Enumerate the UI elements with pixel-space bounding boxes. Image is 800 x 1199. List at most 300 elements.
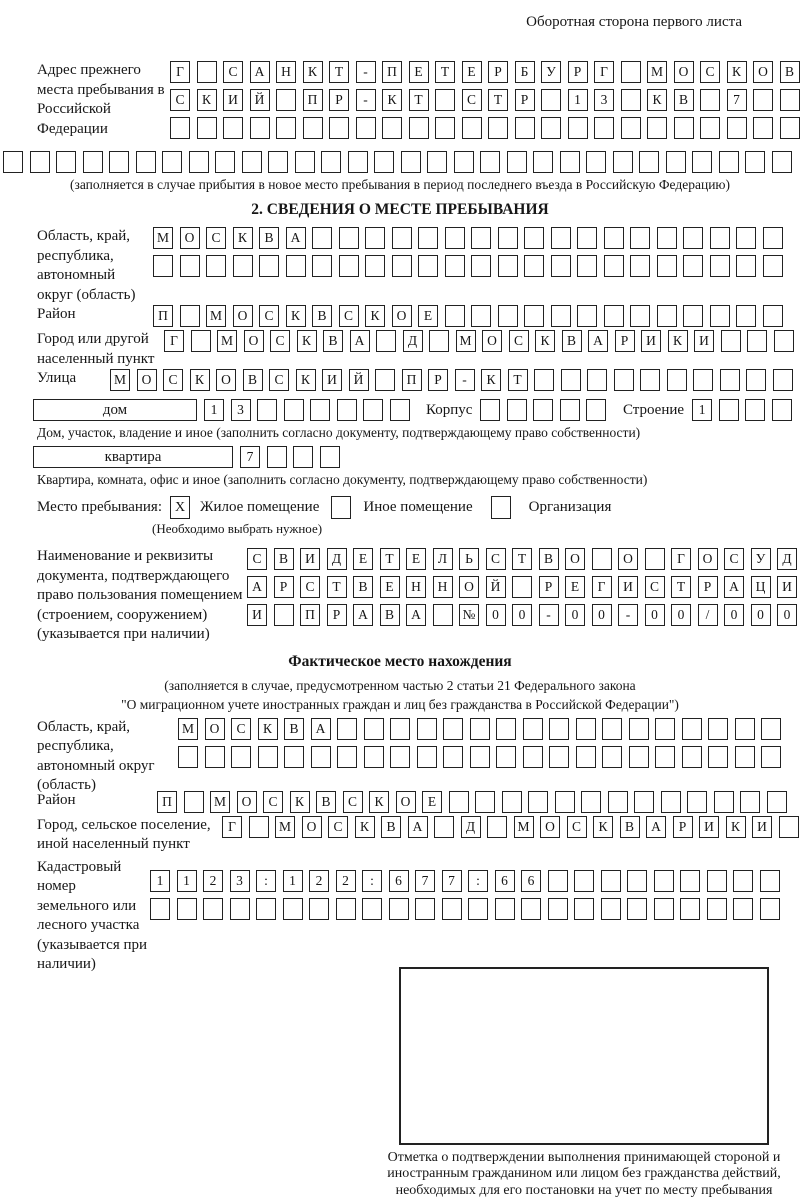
char-cell: : bbox=[362, 870, 382, 892]
char-cell bbox=[548, 870, 568, 892]
char-cell bbox=[551, 227, 571, 249]
char-cell: Н bbox=[433, 576, 453, 598]
char-cell: С bbox=[269, 369, 289, 391]
char-cell: 6 bbox=[521, 870, 541, 892]
char-cell: О bbox=[237, 791, 257, 813]
char-cell bbox=[630, 305, 650, 327]
char-cell bbox=[574, 898, 594, 920]
char-cell bbox=[276, 117, 296, 139]
char-cell bbox=[471, 255, 491, 277]
char-cell bbox=[310, 399, 330, 421]
char-cell: О bbox=[244, 330, 264, 352]
char-cell: М bbox=[275, 816, 295, 838]
char-cell bbox=[746, 369, 766, 391]
char-cell bbox=[639, 151, 659, 173]
char-cell: А bbox=[353, 604, 373, 626]
char-cell: В bbox=[380, 604, 400, 626]
char-cell: М bbox=[206, 305, 226, 327]
char-cell bbox=[177, 898, 197, 920]
char-cell: К bbox=[296, 369, 316, 391]
char-cell: Г bbox=[592, 576, 612, 598]
char-cell bbox=[674, 117, 694, 139]
char-cell bbox=[657, 227, 677, 249]
char-cell bbox=[710, 227, 730, 249]
char-cell bbox=[548, 898, 568, 920]
char-cell: 2 bbox=[336, 870, 356, 892]
dwelling-option-label: Жилое помещение bbox=[200, 499, 319, 516]
char-cell bbox=[577, 255, 597, 277]
char-cell bbox=[524, 255, 544, 277]
char-cell: 0 bbox=[486, 604, 506, 626]
choose-note: (Необходимо выбрать нужное) bbox=[152, 521, 800, 537]
char-cell: М bbox=[110, 369, 130, 391]
stay-type-row bbox=[37, 496, 800, 519]
char-cell bbox=[471, 227, 491, 249]
char-cell bbox=[409, 117, 429, 139]
char-cell bbox=[471, 305, 491, 327]
char-cell: / bbox=[698, 604, 718, 626]
cadastral-grid-row-2 bbox=[150, 898, 786, 920]
char-cell bbox=[488, 117, 508, 139]
char-cell: № bbox=[459, 604, 479, 626]
char-cell bbox=[427, 151, 447, 173]
char-cell bbox=[487, 816, 507, 838]
actual-location-caption-2: "О миграционном учете иностранных граждан и лиц без гражданства в Российской Федерации") bbox=[0, 697, 800, 713]
char-cell: К bbox=[355, 816, 375, 838]
char-cell bbox=[523, 718, 543, 740]
char-cell: Т bbox=[409, 89, 429, 111]
char-cell bbox=[560, 151, 580, 173]
char-cell bbox=[470, 746, 490, 768]
char-cell bbox=[337, 399, 357, 421]
char-cell: С bbox=[247, 548, 267, 570]
char-cell bbox=[480, 151, 500, 173]
char-cell: С bbox=[170, 89, 190, 111]
char-cell: И bbox=[694, 330, 714, 352]
char-cell: Е bbox=[565, 576, 585, 598]
char-cell bbox=[560, 399, 580, 421]
char-cell: И bbox=[247, 604, 267, 626]
char-cell bbox=[337, 746, 357, 768]
char-cell bbox=[389, 898, 409, 920]
char-cell bbox=[627, 898, 647, 920]
char-cell bbox=[268, 151, 288, 173]
char-cell bbox=[577, 305, 597, 327]
char-cell: А bbox=[250, 61, 270, 83]
char-cell bbox=[602, 746, 622, 768]
char-cell: М bbox=[217, 330, 237, 352]
char-cell bbox=[321, 151, 341, 173]
char-cell bbox=[528, 791, 548, 813]
char-cell: К bbox=[197, 89, 217, 111]
char-cell: Г bbox=[222, 816, 242, 838]
section2-title: 2. СВЕДЕНИЯ О МЕСТЕ ПРЕБЫВАНИЯ bbox=[0, 201, 800, 219]
char-cell: С bbox=[486, 548, 506, 570]
char-cell: М bbox=[210, 791, 230, 813]
char-cell: Р bbox=[274, 576, 294, 598]
region-label: Область, край, республика, автономный округ (область) bbox=[37, 227, 153, 305]
char-cell bbox=[356, 117, 376, 139]
char-cell bbox=[667, 369, 687, 391]
char-cell bbox=[568, 117, 588, 139]
actual-district-label: Район bbox=[37, 791, 157, 811]
document-grid-row-3 bbox=[247, 604, 800, 626]
char-cell: - bbox=[356, 61, 376, 83]
char-cell: В bbox=[381, 816, 401, 838]
char-cell bbox=[549, 746, 569, 768]
char-cell: С bbox=[509, 330, 529, 352]
char-cell bbox=[719, 399, 739, 421]
char-cell bbox=[336, 898, 356, 920]
char-cell: 7 bbox=[240, 446, 260, 468]
char-cell: П bbox=[303, 89, 323, 111]
char-cell: 1 bbox=[568, 89, 588, 111]
char-cell: С bbox=[263, 791, 283, 813]
char-cell: 1 bbox=[177, 870, 197, 892]
char-cell: М bbox=[178, 718, 198, 740]
char-cell bbox=[496, 746, 516, 768]
char-cell: О bbox=[565, 548, 585, 570]
prev-address-caption: (заполняется в случае прибытия в новое место пребывания в период последнего въезда в Российскую Федерацию) bbox=[0, 177, 800, 193]
char-cell bbox=[683, 255, 703, 277]
char-cell bbox=[753, 117, 773, 139]
header-note: Оборотная сторона первого листа bbox=[0, 0, 800, 31]
char-cell bbox=[630, 227, 650, 249]
actual-region-grid bbox=[178, 718, 788, 774]
prev-address-label: Адрес прежнего места пребывания в Российской Федерации bbox=[37, 61, 170, 139]
char-cell: В bbox=[539, 548, 559, 570]
char-cell: Й bbox=[486, 576, 506, 598]
char-cell: К bbox=[303, 61, 323, 83]
cadastral-row bbox=[37, 858, 800, 975]
char-cell bbox=[365, 255, 385, 277]
char-cell: С bbox=[259, 305, 279, 327]
stay-type-label: Место пребывания: bbox=[37, 499, 162, 516]
char-cell: А bbox=[406, 604, 426, 626]
char-cell bbox=[621, 61, 641, 83]
char-cell: П bbox=[300, 604, 320, 626]
char-cell: Р bbox=[515, 89, 535, 111]
settlement-row bbox=[37, 816, 800, 855]
char-cell bbox=[621, 89, 641, 111]
char-cell: С bbox=[231, 718, 251, 740]
char-cell bbox=[259, 255, 279, 277]
char-cell bbox=[774, 330, 794, 352]
house-box-label: дом bbox=[33, 399, 197, 421]
char-cell: И bbox=[300, 548, 320, 570]
char-cell: О bbox=[233, 305, 253, 327]
char-cell: О bbox=[180, 227, 200, 249]
document-label: Наименование и реквизиты документа, подтверждающего право пользования помещением (строением, сооружением) (указывается при наличии) bbox=[37, 547, 247, 645]
char-cell: В bbox=[274, 548, 294, 570]
char-cell: Н bbox=[276, 61, 296, 83]
char-cell bbox=[258, 746, 278, 768]
char-cell bbox=[683, 227, 703, 249]
char-cell: К bbox=[297, 330, 317, 352]
char-cell: О bbox=[137, 369, 157, 391]
char-cell: И bbox=[777, 576, 797, 598]
char-cell bbox=[445, 305, 465, 327]
char-cell bbox=[747, 330, 767, 352]
char-cell bbox=[592, 548, 612, 570]
char-cell bbox=[779, 816, 799, 838]
char-cell bbox=[197, 61, 217, 83]
char-cell bbox=[608, 791, 628, 813]
char-cell bbox=[627, 870, 647, 892]
char-cell: П bbox=[402, 369, 422, 391]
char-cell bbox=[189, 151, 209, 173]
char-cell bbox=[256, 898, 276, 920]
char-cell: К bbox=[286, 305, 306, 327]
char-cell bbox=[312, 227, 332, 249]
char-cell bbox=[320, 446, 340, 468]
char-cell bbox=[666, 151, 686, 173]
char-cell: - bbox=[455, 369, 475, 391]
char-cell: К bbox=[668, 330, 688, 352]
region-grid-row-1 bbox=[153, 227, 789, 249]
char-cell bbox=[680, 898, 700, 920]
char-cell: Й bbox=[349, 369, 369, 391]
char-cell bbox=[311, 746, 331, 768]
house-caption: Дом, участок, владение и иное (заполнить согласно документу, подтверждающему право собственности) bbox=[37, 425, 800, 441]
char-cell bbox=[745, 399, 765, 421]
char-cell: В bbox=[284, 718, 304, 740]
char-cell: У bbox=[541, 61, 561, 83]
char-cell bbox=[740, 791, 760, 813]
char-cell: Т bbox=[671, 576, 691, 598]
char-cell: К bbox=[727, 61, 747, 83]
char-cell bbox=[772, 151, 792, 173]
char-cell bbox=[180, 255, 200, 277]
char-cell: О bbox=[482, 330, 502, 352]
stamp-area bbox=[378, 967, 790, 1199]
char-cell bbox=[56, 151, 76, 173]
char-cell: М bbox=[153, 227, 173, 249]
char-cell bbox=[551, 255, 571, 277]
char-cell bbox=[442, 898, 462, 920]
char-cell bbox=[433, 604, 453, 626]
char-cell: Т bbox=[380, 548, 400, 570]
char-cell bbox=[629, 746, 649, 768]
prev-address-grid bbox=[170, 61, 800, 145]
char-cell bbox=[602, 718, 622, 740]
char-cell bbox=[445, 255, 465, 277]
char-cell bbox=[462, 117, 482, 139]
char-cell bbox=[735, 746, 755, 768]
char-cell bbox=[309, 898, 329, 920]
other-premises-option-label: Иное помещение bbox=[363, 499, 472, 516]
char-cell: К bbox=[726, 816, 746, 838]
char-cell bbox=[3, 151, 23, 173]
char-cell bbox=[329, 117, 349, 139]
prev-address-grid-row-1 bbox=[170, 61, 800, 83]
char-cell bbox=[760, 898, 780, 920]
char-cell bbox=[434, 816, 454, 838]
char-cell: Т bbox=[327, 576, 347, 598]
char-cell bbox=[767, 791, 787, 813]
char-cell: Р bbox=[539, 576, 559, 598]
char-cell bbox=[524, 227, 544, 249]
char-cell: К bbox=[190, 369, 210, 391]
char-cell: С bbox=[462, 89, 482, 111]
char-cell bbox=[629, 718, 649, 740]
char-cell: - bbox=[356, 89, 376, 111]
char-cell bbox=[392, 255, 412, 277]
char-cell bbox=[390, 746, 410, 768]
char-cell bbox=[523, 746, 543, 768]
street-row bbox=[37, 369, 800, 391]
char-cell: А bbox=[247, 576, 267, 598]
char-cell bbox=[657, 255, 677, 277]
char-cell bbox=[736, 255, 756, 277]
char-cell bbox=[109, 151, 129, 173]
char-cell: С bbox=[724, 548, 744, 570]
char-cell bbox=[524, 305, 544, 327]
korpus-label: Корпус bbox=[426, 399, 472, 421]
char-cell: С bbox=[223, 61, 243, 83]
char-cell: Д bbox=[403, 330, 423, 352]
char-cell: И bbox=[641, 330, 661, 352]
char-cell bbox=[191, 330, 211, 352]
char-cell: А bbox=[646, 816, 666, 838]
char-cell bbox=[429, 330, 449, 352]
char-cell: 1 bbox=[692, 399, 712, 421]
char-cell bbox=[242, 151, 262, 173]
char-cell bbox=[293, 446, 313, 468]
char-cell: С bbox=[700, 61, 720, 83]
char-cell bbox=[576, 718, 596, 740]
char-cell bbox=[533, 399, 553, 421]
char-cell bbox=[772, 399, 792, 421]
char-cell bbox=[761, 718, 781, 740]
char-cell bbox=[374, 151, 394, 173]
char-cell bbox=[613, 151, 633, 173]
prev-address-grid-row-2 bbox=[170, 89, 800, 111]
char-cell: Р bbox=[327, 604, 347, 626]
char-cell bbox=[375, 369, 395, 391]
char-cell bbox=[708, 718, 728, 740]
stamp-box bbox=[399, 967, 769, 1145]
char-cell bbox=[576, 746, 596, 768]
actual-district-grid bbox=[157, 791, 793, 813]
char-cell bbox=[604, 227, 624, 249]
char-cell bbox=[184, 791, 204, 813]
char-cell bbox=[443, 718, 463, 740]
stamp-caption: Отметка о подтверждении выполнения принимающей стороной и иностранным гражданином или лицом без гражданства действий, необходимых для его постановки на учет по месту пребывания bbox=[378, 1150, 790, 1199]
char-cell: В bbox=[316, 791, 336, 813]
char-cell bbox=[601, 898, 621, 920]
char-cell bbox=[587, 369, 607, 391]
char-cell bbox=[197, 117, 217, 139]
char-cell: В bbox=[562, 330, 582, 352]
char-cell bbox=[680, 870, 700, 892]
char-cell: 7 bbox=[727, 89, 747, 111]
char-cell bbox=[655, 718, 675, 740]
stroenie-label: Строение bbox=[623, 399, 684, 421]
char-cell bbox=[170, 117, 190, 139]
stroenie-grid bbox=[692, 399, 798, 421]
cadastral-grid-row-1 bbox=[150, 870, 786, 892]
char-cell bbox=[348, 151, 368, 173]
dwelling-checkbox: X bbox=[170, 496, 190, 519]
char-cell bbox=[521, 898, 541, 920]
char-cell bbox=[761, 746, 781, 768]
char-cell: Р bbox=[488, 61, 508, 83]
prev-address-grid-row-3 bbox=[170, 117, 800, 139]
char-cell: О bbox=[459, 576, 479, 598]
char-cell bbox=[443, 746, 463, 768]
house-row bbox=[33, 399, 800, 421]
char-cell: С bbox=[163, 369, 183, 391]
char-cell bbox=[707, 870, 727, 892]
char-cell bbox=[630, 255, 650, 277]
char-cell bbox=[339, 227, 359, 249]
char-cell: - bbox=[618, 604, 638, 626]
char-cell bbox=[150, 898, 170, 920]
char-cell bbox=[733, 898, 753, 920]
char-cell: 0 bbox=[592, 604, 612, 626]
char-cell: Г bbox=[671, 548, 691, 570]
char-cell bbox=[586, 151, 606, 173]
char-cell: : bbox=[256, 870, 276, 892]
char-cell bbox=[657, 305, 677, 327]
char-cell: Е bbox=[422, 791, 442, 813]
char-cell: Е bbox=[406, 548, 426, 570]
char-cell: 6 bbox=[495, 870, 515, 892]
char-cell bbox=[267, 446, 287, 468]
char-cell bbox=[475, 791, 495, 813]
char-cell bbox=[362, 898, 382, 920]
char-cell bbox=[682, 746, 702, 768]
other-premises-checkbox bbox=[331, 496, 351, 519]
char-cell: С bbox=[567, 816, 587, 838]
char-cell: 2 bbox=[203, 870, 223, 892]
char-cell bbox=[233, 255, 253, 277]
char-cell bbox=[577, 227, 597, 249]
char-cell: - bbox=[539, 604, 559, 626]
char-cell bbox=[401, 151, 421, 173]
char-cell: Л bbox=[433, 548, 453, 570]
char-cell bbox=[415, 898, 435, 920]
char-cell bbox=[303, 117, 323, 139]
char-cell: У bbox=[751, 548, 771, 570]
char-cell: П bbox=[382, 61, 402, 83]
char-cell: Г bbox=[164, 330, 184, 352]
char-cell: К bbox=[593, 816, 613, 838]
char-cell bbox=[83, 151, 103, 173]
char-cell: А bbox=[408, 816, 428, 838]
char-cell: О bbox=[205, 718, 225, 740]
char-cell bbox=[468, 898, 488, 920]
char-cell bbox=[418, 255, 438, 277]
char-cell bbox=[719, 151, 739, 173]
district-grid bbox=[153, 305, 789, 327]
char-cell bbox=[382, 117, 402, 139]
char-cell: К bbox=[258, 718, 278, 740]
apartment-row bbox=[33, 446, 800, 468]
char-cell bbox=[745, 151, 765, 173]
prev-address-grid-row-4 bbox=[3, 151, 800, 173]
char-cell: С bbox=[339, 305, 359, 327]
char-cell: О bbox=[302, 816, 322, 838]
char-cell: С bbox=[343, 791, 363, 813]
char-cell bbox=[533, 151, 553, 173]
char-cell: Н bbox=[406, 576, 426, 598]
char-cell bbox=[286, 255, 306, 277]
char-cell bbox=[551, 305, 571, 327]
city-row bbox=[37, 330, 800, 369]
char-cell bbox=[541, 89, 561, 111]
